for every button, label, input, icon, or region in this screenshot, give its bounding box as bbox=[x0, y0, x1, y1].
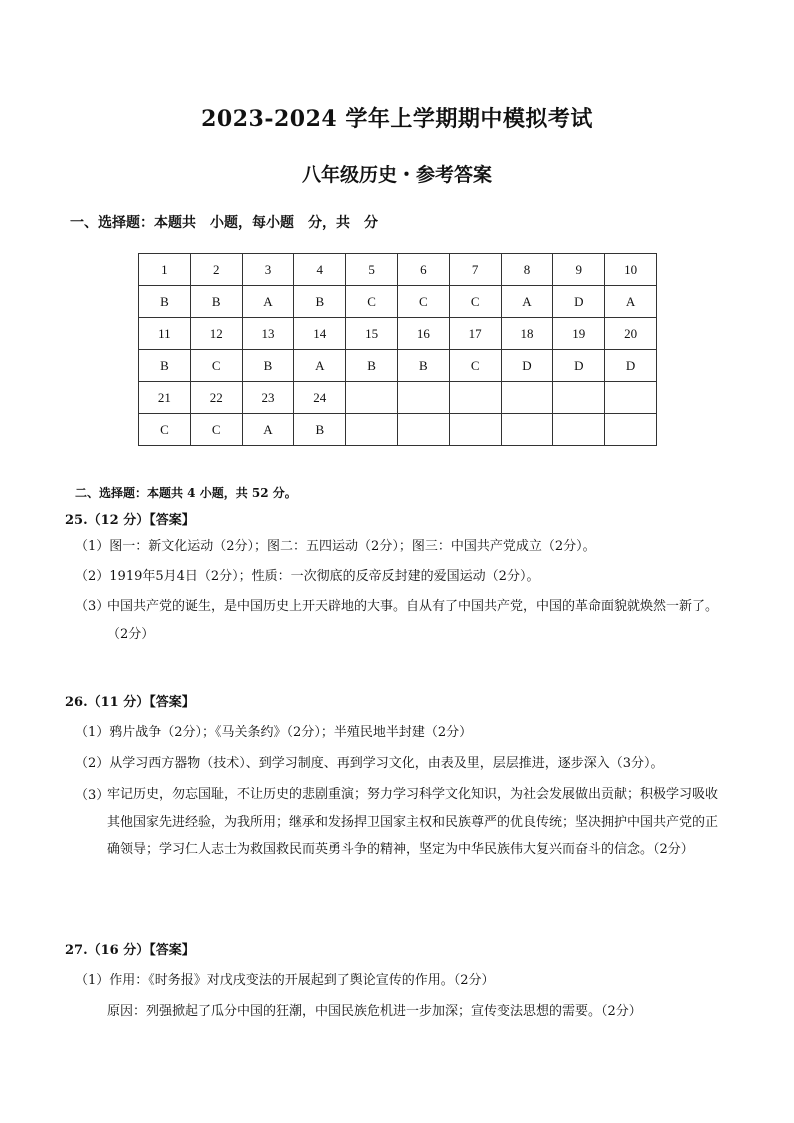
q27-heading: 27.（16 分）【答案】 bbox=[65, 943, 195, 958]
answer-table-cell: B bbox=[190, 286, 242, 318]
answer-table-cell: B bbox=[139, 286, 191, 318]
answer-table-cell: 21 bbox=[139, 382, 191, 414]
q27-answer-1: （1）作用：《时务报》对戊戌变法的开展起到了舆论宣传的作用。（2分） bbox=[75, 973, 495, 988]
answer-table-cell: D bbox=[553, 350, 605, 382]
answer-table-cell: 19 bbox=[553, 318, 605, 350]
answer-table-cell: 15 bbox=[346, 318, 398, 350]
q25-answer-2: （2）1919年5月4日（2分）；性质：一次彻底的反帝反封建的爱国运动（2分）。 bbox=[75, 569, 540, 584]
page-title: 2023-2024 学年上学期期中模拟考试 bbox=[201, 106, 593, 132]
answer-table-cell: 5 bbox=[346, 254, 398, 286]
answer-table-cell: 4 bbox=[294, 254, 346, 286]
q27-answer-1-reason: 原因：列强掀起了瓜分中国的狂潮，中国民族危机进一步加深；宣传变法思想的需要。（2分） bbox=[107, 1004, 642, 1019]
answer-table-cell: 3 bbox=[242, 254, 294, 286]
answer-table-cell: C bbox=[449, 350, 501, 382]
answer-table-cell: D bbox=[501, 350, 553, 382]
answer-table-cell: 10 bbox=[605, 254, 657, 286]
answer-table-cell bbox=[449, 414, 501, 446]
answer-table-row bbox=[139, 382, 657, 414]
answer-table-cell: 17 bbox=[449, 318, 501, 350]
section2-heading: 二、选择题：本题共 4 小题，共 52 分。 bbox=[75, 486, 297, 500]
answer-table-cell: C bbox=[346, 286, 398, 318]
answer-table-cell: 7 bbox=[449, 254, 501, 286]
answer-table-cell: 23 bbox=[242, 382, 294, 414]
q26-answer-2: （2）从学习西方器物（技术）、到学习制度、再到学习文化，由表及里，层层推进，逐步深入（3分）。 bbox=[75, 756, 664, 771]
answer-table-cell: C bbox=[190, 350, 242, 382]
answer-table-cell bbox=[346, 414, 398, 446]
answer-table-cell: D bbox=[605, 350, 657, 382]
answer-table-cell: A bbox=[605, 286, 657, 318]
answer-table-row bbox=[139, 350, 657, 382]
answer-table-cell bbox=[553, 414, 605, 446]
answer-table-cell: D bbox=[553, 286, 605, 318]
q25-answer-3-label: （3） bbox=[75, 599, 110, 614]
answer-table-cell: 1 bbox=[139, 254, 191, 286]
answer-table-cell: A bbox=[294, 350, 346, 382]
answer-table-cell: 24 bbox=[294, 382, 346, 414]
answer-table-cell: C bbox=[397, 286, 449, 318]
answer-table-cell bbox=[501, 414, 553, 446]
answer-table-cell: A bbox=[242, 286, 294, 318]
q26-answer-3-text: 牢记历史，勿忘国耻，不让历史的悲剧重演；努力学习科学文化知识，为社会发展做出贡献；积极学习吸收其他国家先进经验，为我所用；继承和发扬捍卫国家主权和民族尊严的优良传统；坚决拥护中国共产党的正确领导；学习仁人志士为救国救民而英勇斗争的精神，坚定为中华民族伟大复兴而奋斗的信念。（2分） bbox=[107, 787, 719, 857]
answer-table-cell: B bbox=[242, 350, 294, 382]
answer-table-cell bbox=[605, 414, 657, 446]
answer-table-cell bbox=[605, 382, 657, 414]
answer-table-cell: C bbox=[449, 286, 501, 318]
answer-table-cell: 22 bbox=[190, 382, 242, 414]
answer-table-cell: B bbox=[346, 350, 398, 382]
q25-answer-1: （1）图一：新文化运动（2分）；图二：五四运动（2分）；图三：中国共产党成立（2分）。 bbox=[75, 539, 596, 554]
answer-table-cell: 2 bbox=[190, 254, 242, 286]
section1-heading: 一、选择题：本题共 小题，每小题 分，共 分 bbox=[70, 215, 378, 231]
q25-heading: 25.（12 分）【答案】 bbox=[65, 513, 195, 528]
answer-table-cell: 11 bbox=[139, 318, 191, 350]
answer-table-cell: C bbox=[139, 414, 191, 446]
answer-table bbox=[138, 253, 657, 446]
answer-table-cell: 6 bbox=[397, 254, 449, 286]
answer-table-row bbox=[139, 318, 657, 350]
answer-table-row bbox=[139, 254, 657, 286]
answer-table-cell bbox=[397, 414, 449, 446]
answer-table-cell bbox=[449, 382, 501, 414]
answer-table-cell bbox=[501, 382, 553, 414]
q26-answer-1: （1）鸦片战争（2分）；《马关条约》（2分）；半殖民地半封建（2分） bbox=[75, 725, 473, 740]
q26-answer-3-label: （3） bbox=[75, 788, 110, 803]
answer-table-cell: A bbox=[501, 286, 553, 318]
answer-table-cell: 16 bbox=[397, 318, 449, 350]
answer-table-cell: A bbox=[242, 414, 294, 446]
answer-table-cell: 14 bbox=[294, 318, 346, 350]
answer-table-cell: 12 bbox=[190, 318, 242, 350]
answer-table-cell: B bbox=[294, 414, 346, 446]
q26-heading: 26.（11 分）【答案】 bbox=[65, 695, 195, 710]
answer-table-cell bbox=[397, 382, 449, 414]
answer-table-cell: C bbox=[190, 414, 242, 446]
answer-table-row bbox=[139, 414, 657, 446]
answer-table-cell: 20 bbox=[605, 318, 657, 350]
answer-table-row bbox=[139, 286, 657, 318]
page-subtitle: 八年级历史・参考答案 bbox=[301, 164, 492, 186]
answer-table-cell bbox=[346, 382, 398, 414]
answer-table-cell: B bbox=[139, 350, 191, 382]
answer-table-cell bbox=[553, 382, 605, 414]
answer-table-cell: 18 bbox=[501, 318, 553, 350]
answer-table-cell: 8 bbox=[501, 254, 553, 286]
answer-table-cell: B bbox=[397, 350, 449, 382]
q25-answer-3-text: 中国共产党的诞生，是中国历史上开天辟地的大事。自从有了中国共产党，中国的革命面貌就焕然一新了。（2分） bbox=[107, 599, 719, 642]
answer-table-cell: 9 bbox=[553, 254, 605, 286]
answer-table-cell: 13 bbox=[242, 318, 294, 350]
answer-table-cell: B bbox=[294, 286, 346, 318]
